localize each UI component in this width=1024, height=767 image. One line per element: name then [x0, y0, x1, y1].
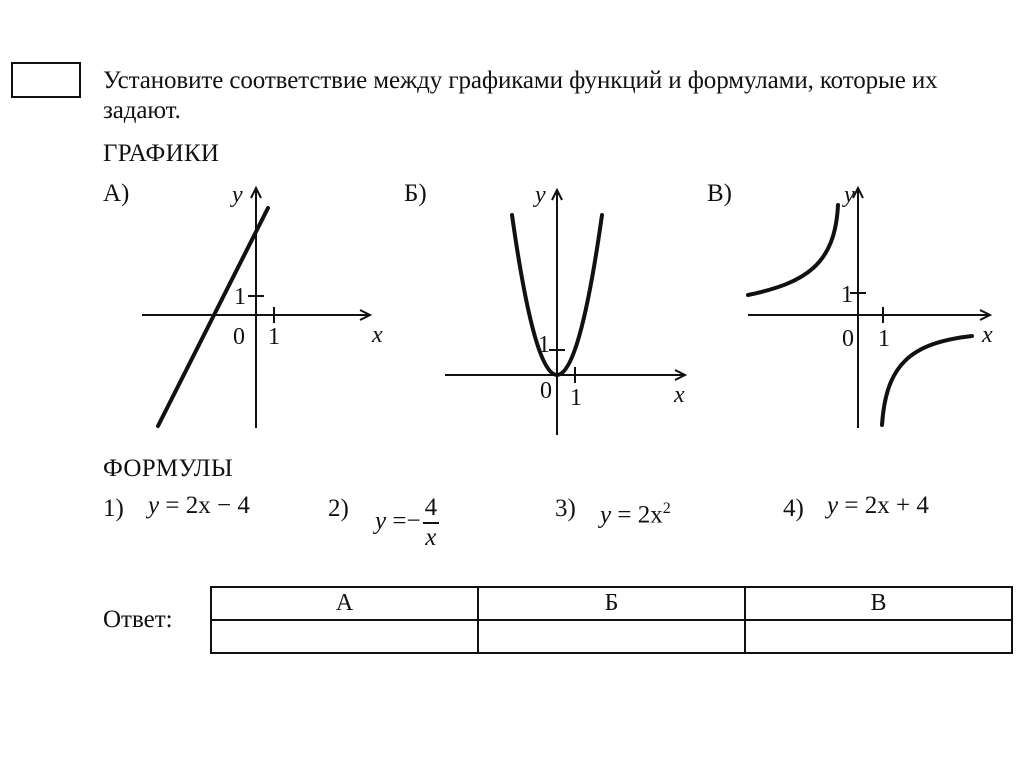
formula-2-denominator: x [425, 524, 437, 551]
graph-a-y-tick-label: 1 [234, 284, 246, 310]
answer-label: Ответ: [103, 606, 173, 633]
graph-a-x-label: x [372, 322, 383, 348]
formula-4: y = 2x + 4 [827, 492, 929, 519]
graphs-heading: ГРАФИКИ [103, 140, 220, 167]
graph-a-origin-label: 0 [233, 324, 245, 350]
formula-2-numerator: 4 [423, 494, 440, 524]
formula-4-lhs: y [827, 492, 839, 519]
formula-1: y = 2x − 4 [148, 492, 250, 519]
formula-2-label: 2) [328, 495, 349, 522]
answer-header-a: А [211, 587, 478, 620]
answer-cell-b[interactable] [478, 620, 745, 653]
graph-c-y-tick-label: 1 [841, 282, 853, 308]
graph-b-y-label: y [535, 182, 546, 208]
formula-1-rhs: 2x − 4 [185, 492, 250, 519]
answer-header-row [211, 587, 1012, 620]
answer-cell-a[interactable] [211, 620, 478, 653]
answer-cell-c[interactable] [745, 620, 1012, 653]
formula-1-lhs: y [148, 492, 160, 519]
formula-2-sign: − [406, 507, 421, 535]
graph-a-line [158, 208, 268, 426]
graph-a [130, 180, 400, 440]
graph-a-x-tick-label: 1 [268, 324, 280, 350]
graph-c [740, 180, 1010, 440]
formula-3-lhs: y [600, 501, 612, 529]
formula-3: $y = 2x^2$ [600, 500, 671, 529]
graph-b-y-tick-label: 1 [538, 332, 550, 358]
formula-4-rhs: 2x + 4 [864, 492, 929, 519]
formula-2-fraction [423, 494, 440, 552]
answer-value-row [211, 620, 1012, 653]
formula-3-rhs: 2x [637, 501, 663, 529]
formula-3-label: 3) [555, 495, 576, 522]
formula-4-label: 4) [783, 495, 804, 522]
formula-1-label: 1) [103, 495, 124, 522]
task-number-box [11, 62, 81, 98]
answer-header-b: Б [478, 587, 745, 620]
formula-2: y =− $\frac{4}{x}$ [375, 494, 438, 551]
formulas-heading: ФОРМУЛЫ [103, 455, 233, 482]
graph-c-y-label: y [844, 182, 855, 208]
answer-table [210, 586, 1013, 654]
graph-c-hyperbola-left [748, 205, 838, 295]
graph-b-label: Б) [404, 180, 427, 207]
graph-b-x-label: x [674, 382, 685, 408]
graph-a-y-label: y [232, 182, 243, 208]
task-statement: Установите соответствие между графиками функций и формулами, которые их задают. [103, 67, 938, 124]
graph-c-hyperbola-right [882, 336, 972, 425]
graph-a-label: А) [103, 180, 130, 207]
graph-c-label: В) [707, 180, 732, 207]
graph-b-origin-label: 0 [540, 378, 552, 404]
graph-c-origin-label: 0 [842, 326, 854, 352]
graph-c-x-tick-label: 1 [878, 326, 890, 352]
graph-b-x-tick-label: 1 [570, 385, 582, 411]
formula-2-lhs: y [375, 507, 387, 535]
answer-header-c: В [745, 587, 1012, 620]
graph-c-x-label: x [982, 322, 993, 348]
formula-3-exponent: 2 [662, 500, 671, 517]
graph-b [440, 180, 700, 440]
